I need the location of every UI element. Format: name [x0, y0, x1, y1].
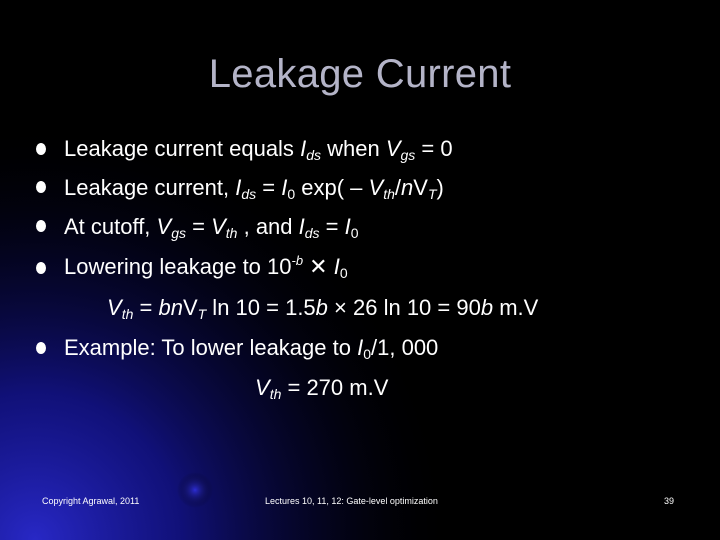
bullet-3-text: At cutoff, $V_{gs} = V_{th}$ , and $I_{ds} = I_0$	[64, 214, 359, 241]
bullet-5-text: Example: To lower leakage to $I_0/1$, 000	[64, 335, 439, 362]
bullet-4-text: Lowering leakage to $10^{-b}$ ✕ $I_0$	[64, 253, 348, 281]
formula-vth-text: $V_{th} = bnV_T$ ln 10 = 1.5b × 26 ln 10 = 90b m.V	[107, 295, 539, 322]
bullet-dot-5	[36, 342, 46, 354]
bullet-2-text: Leakage current, $I_{ds} = I_0$ $\exp( - V_{th}/nV_T)$	[64, 175, 444, 202]
footer-copyright: Copyright Agrawal, 2011	[42, 496, 140, 506]
bullet-1-text: Leakage current equals $I_{ds}$ when $V_{gs} = 0$	[64, 136, 453, 163]
bullet-dot-4	[36, 262, 46, 274]
result-vth-text: $V_{th} = 270$ m.V	[255, 375, 389, 402]
bullet-dot-3	[36, 220, 46, 232]
footer-course-title: Lectures 10, 11, 12: Gate-level optimization	[265, 496, 438, 506]
bullet-dot-2	[36, 181, 46, 193]
bullet-dot-1	[36, 143, 46, 155]
slide-title: Leakage Current	[208, 52, 512, 96]
footer-page-number: 39	[664, 496, 675, 506]
